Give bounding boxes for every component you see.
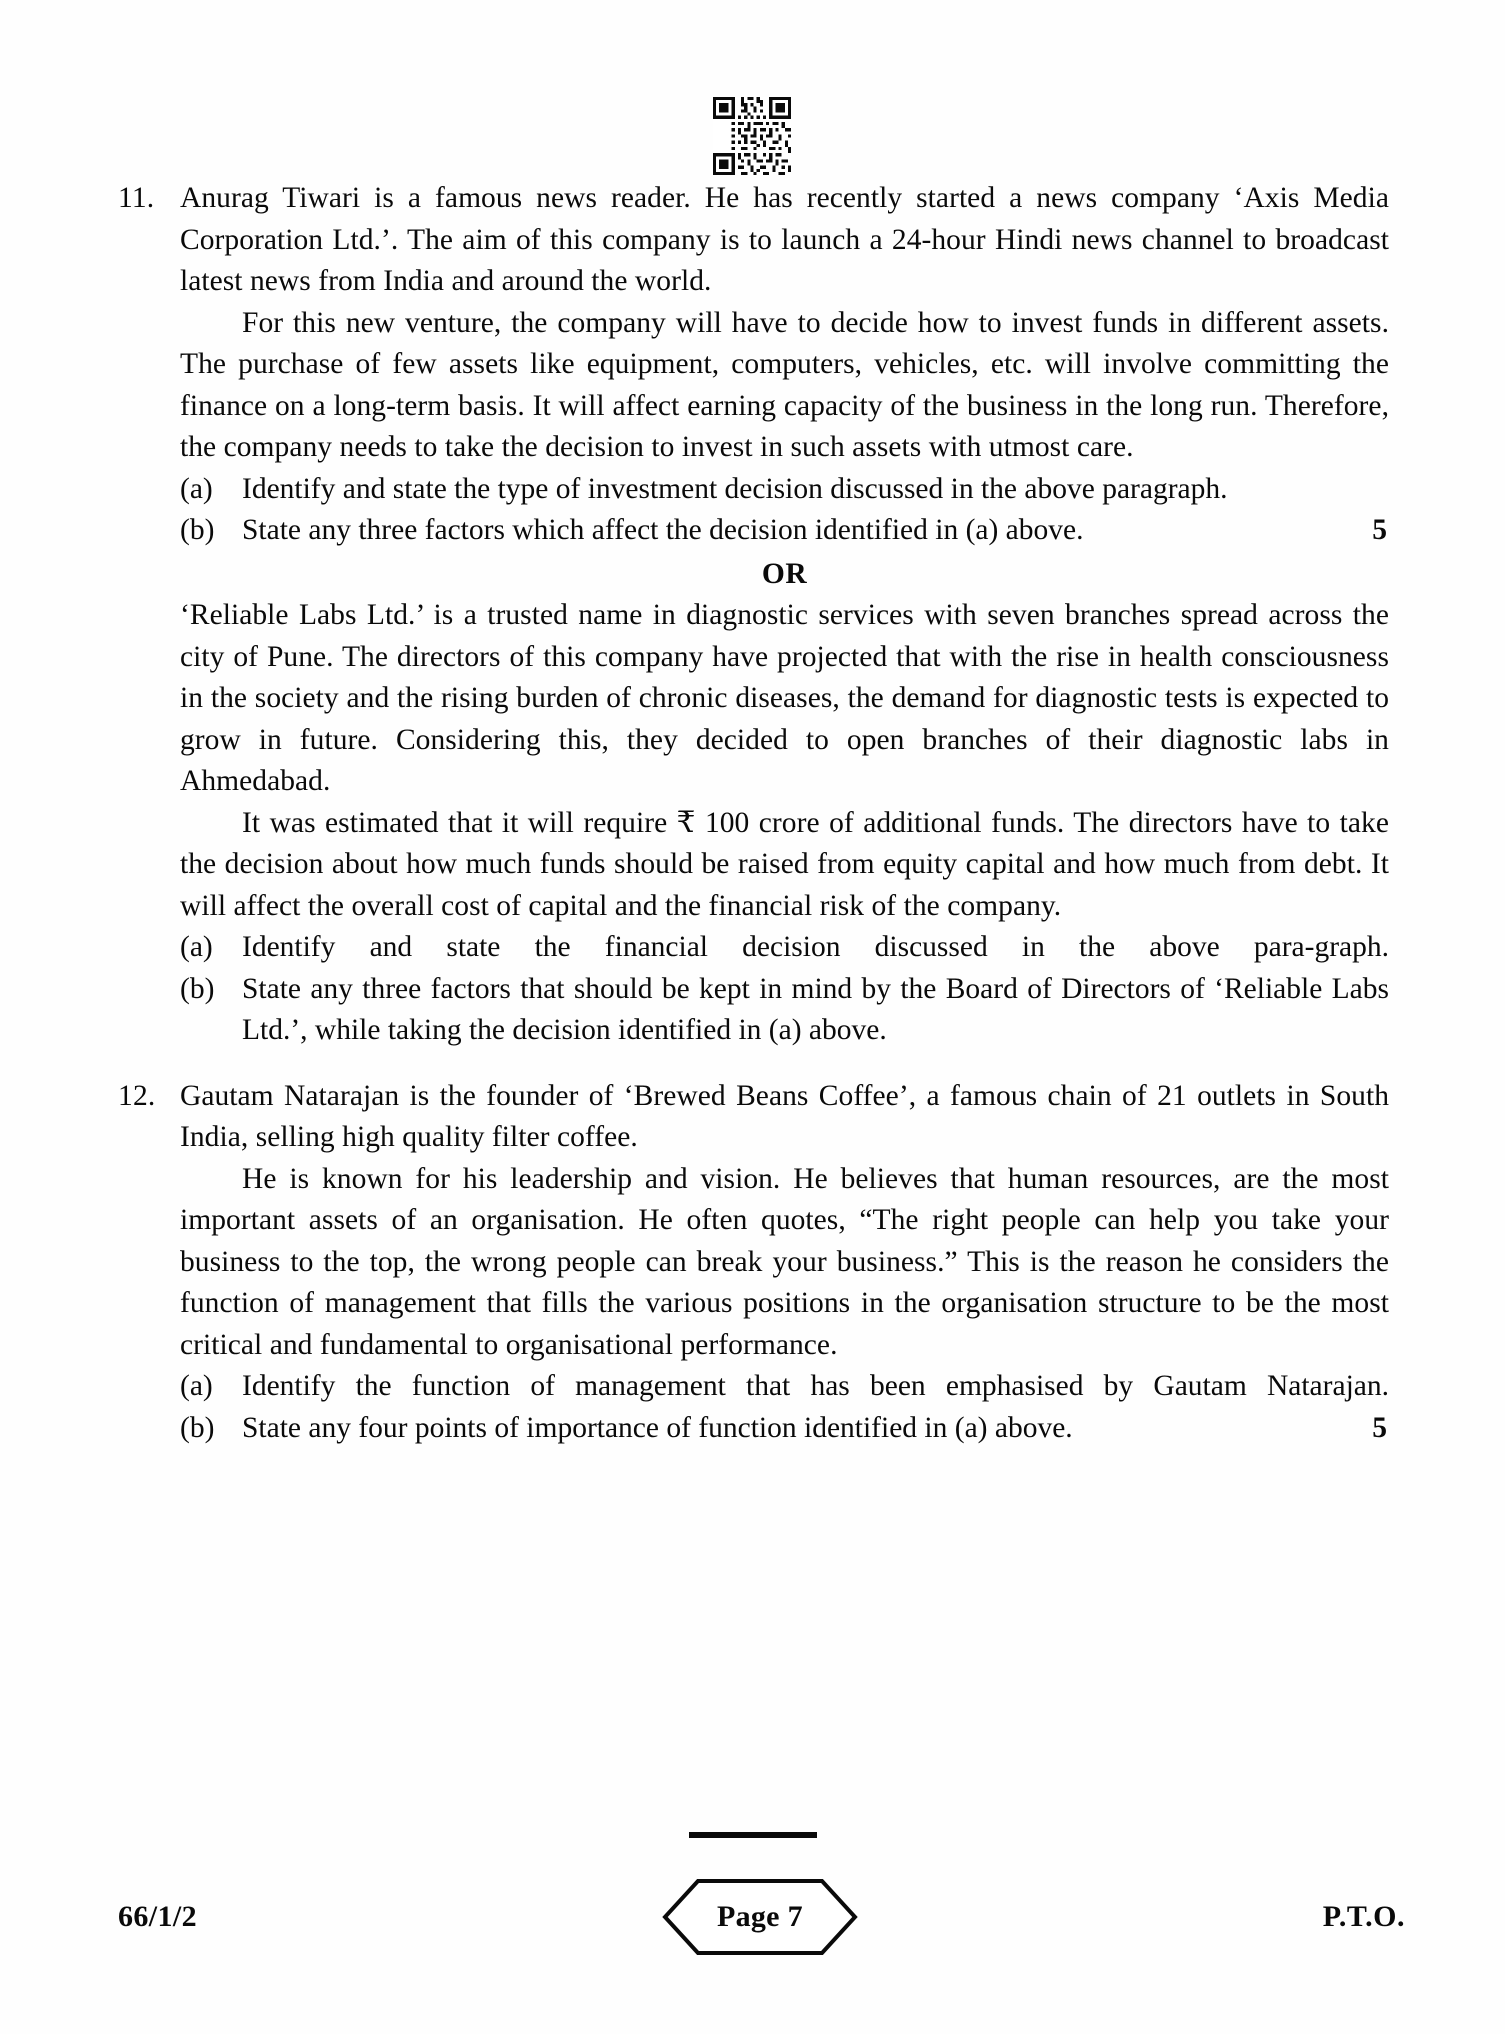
- subpart-text: Identify the function of management that has been emphasised by Gautam Natarajan.: [242, 1370, 1389, 1402]
- question-12-subpart-b: [180, 1408, 1389, 1450]
- subpart-label: (b): [180, 972, 215, 1005]
- marks-value: 5: [1372, 514, 1387, 546]
- question-12-para-1: Gautam Natarajan is the founder of ‘Brewed Beans Coffee’, a famous chain of 21 outlets in South India, selling high quality filter coffee.: [180, 1079, 1389, 1153]
- page-number-badge: [662, 1878, 858, 1956]
- subpart-label: (b): [180, 514, 215, 546]
- page-number-label: Page 7: [716, 1900, 803, 1933]
- question-11-para-1: Anurag Tiwari is a famous news reader. He has recently started a news company ‘Axis Media Corporation Ltd.’. The aim of this company is to launch a 24-hour Hindi news channel to broadcast latest news from India and around the world.: [180, 182, 1389, 297]
- question-11-alt-para-1: ‘Reliable Labs Ltd.’ is a trusted name in diagnostic services with seven branches spread across the city of Pune. The directors of this company have projected that with the rise in health consciousness in the society and the rising burden of chronic diseases, the demand for diagnostic tests is expected to grow in future. Considering this, they decided to open branches of their diagnostic labs in Ahmedabad.: [180, 599, 1389, 797]
- page-footer: [0, 1804, 1505, 2034]
- or-divider-label: OR: [761, 557, 808, 590]
- subpart-label: (a): [180, 931, 213, 963]
- subpart-label: (b): [180, 1411, 215, 1444]
- subpart-text: State any four points of importance of function identified in (a) above.: [242, 1411, 1073, 1444]
- pto-label: P.T.O.: [1322, 1900, 1405, 1933]
- qr-code-icon: [712, 97, 792, 175]
- question-12-number: 12.: [118, 1079, 156, 1112]
- subpart-text: State any three factors which affect the decision identified in (a) above.: [242, 514, 1084, 546]
- question-11-number: 11.: [118, 182, 155, 214]
- question-list: [118, 178, 1389, 1449]
- subpart-text: State any three factors that should be kept in mind by the Board of Directors of ‘Reliable Labs Ltd.’, while taking the decision identified in (a) above.: [242, 972, 1389, 1046]
- footer-divider: [689, 1832, 817, 1838]
- question-11-alt-subpart-b: [180, 969, 1389, 1052]
- question-11-alt-para-2: It was estimated that it will require ₹ 100 crore of additional funds. The directors have to take the decision about how much funds should be raised from equity capital and how much from debt. It will affect the overall cost of capital and the financial risk of the company.: [180, 806, 1389, 922]
- question-12-subpart-a: [180, 1366, 1389, 1408]
- question-11-alt-subpart-a: [180, 927, 1389, 969]
- subpart-label: (a): [180, 1370, 213, 1402]
- subpart-label: (a): [180, 472, 213, 505]
- question-12-para-2: He is known for his leadership and vision. He believes that human resources, are the most important assets of an organisation. He often quotes, “The right people can help you take your business to the top, the wrong people can break your business.” This is the reason he considers the function of management that fills the various positions in the organisation structure to be the most critical and fundamental to organisational performance.: [180, 1162, 1389, 1361]
- subpart-text: Identify and state the type of investment decision discussed in the above paragraph.: [242, 472, 1228, 505]
- subpart-text: Identify and state the financial decision discussed in the above para-graph.: [242, 931, 1389, 963]
- question-11-subpart-b: [180, 510, 1389, 552]
- question-11-para-2: For this new venture, the company will have to decide how to invest funds in different assets. The purchase of few assets like equipment, computers, vehicles, etc. will involve committing the finance on a long-term basis. It will affect earning capacity of the business in the long run. Therefore, the company needs to take the decision to invest in such assets with utmost care.: [180, 306, 1389, 463]
- question-11: [118, 178, 1389, 1052]
- marks-value: 5: [1372, 1411, 1387, 1444]
- question-12: [118, 1076, 1389, 1450]
- question-11-subpart-a: [180, 469, 1389, 511]
- paper-code: 66/1/2: [118, 1900, 198, 1933]
- question-spacer: [118, 1052, 1389, 1076]
